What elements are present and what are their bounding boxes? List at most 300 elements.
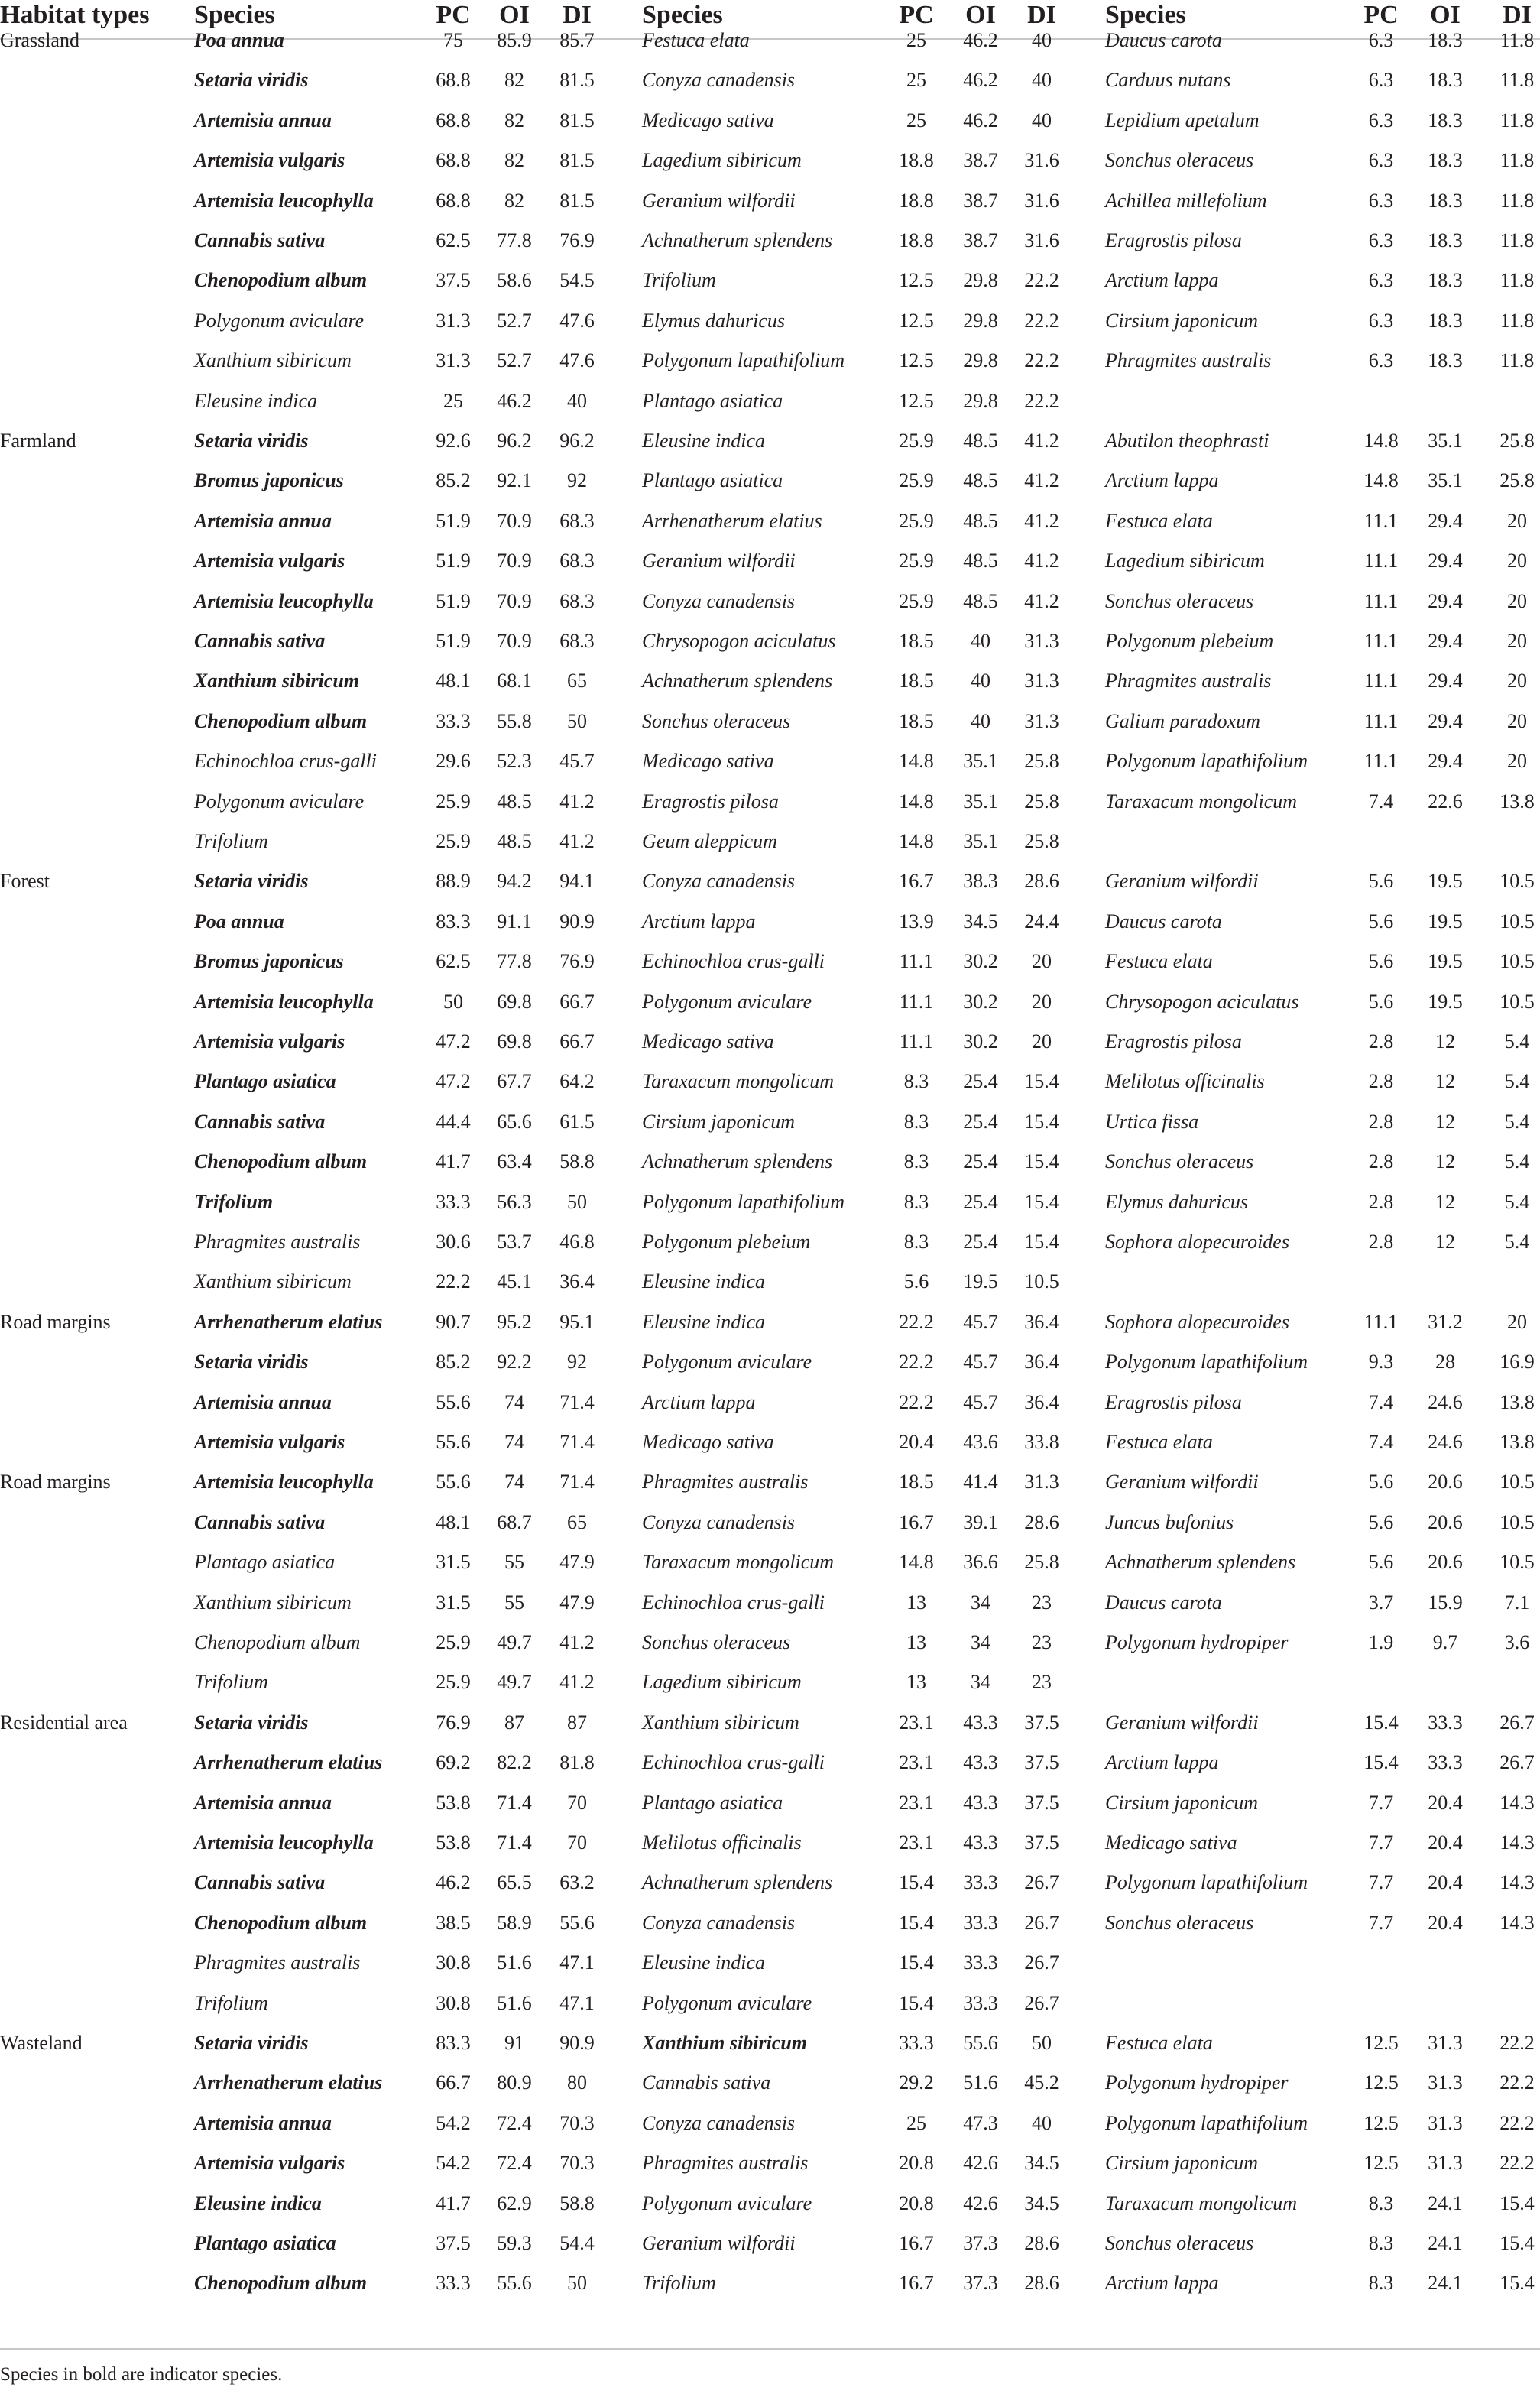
di-value: 41.2 [1024,430,1059,452]
pc-value: 30.8 [436,1991,471,2014]
di-value: 11.8 [1499,69,1535,92]
species-name: Conyza canadensis [642,589,796,612]
oi-value: 35.1 [1428,469,1463,492]
oi-value: 29.4 [1428,670,1463,693]
oi-value: 25.4 [963,1070,998,1093]
di-value: 40 [1032,29,1052,51]
oi-value: 35.1 [963,830,998,852]
pc-value: 13 [906,1631,926,1653]
species-name: Xanthium sibiricum [194,1270,352,1293]
table-row [0,1062,1540,1101]
species-name: Abutilon theophrasti [1105,430,1269,452]
pc-value: 12.5 [899,349,934,372]
species-name: Sonchus oleraceus [1105,2232,1254,2254]
pc-value: 8.3 [1368,2232,1394,2254]
pc-value: 68.8 [436,109,471,131]
oi-value: 29.4 [1428,630,1463,652]
pc-value: 8.3 [903,1070,929,1093]
pc-value: 85.2 [436,469,471,492]
species-name: Chenopodium album [194,1150,368,1173]
di-value: 80 [567,2071,587,2094]
oi-value: 49.7 [497,1631,532,1653]
table-row [0,1703,1540,1743]
pc-value: 7.7 [1368,1911,1394,1934]
oi-value: 48.5 [963,509,998,532]
oi-value: 35.1 [1428,430,1463,452]
pc-value: 3.7 [1368,1591,1394,1614]
pc-value: 12.5 [899,389,934,412]
di-value: 20 [1507,589,1527,612]
oi-value: 47.3 [963,2111,998,2134]
habitat-label: Road margins [0,1471,111,1494]
pc-value: 5.6 [1368,1510,1394,1533]
species-name: Chenopodium album [194,1911,368,1934]
species-name: Polygonum aviculare [642,990,812,1013]
species-name: Medicago sativa [1105,1831,1237,1854]
di-value: 13.8 [1499,1390,1535,1413]
species-name: Plantago asiatica [642,1791,783,1814]
header-pc-3: PC [1363,1,1399,29]
oi-value: 70.9 [497,550,532,573]
oi-value: 35.1 [963,750,998,773]
di-value: 25.8 [1499,430,1535,452]
di-value: 25.8 [1499,469,1535,492]
oi-value: 49.7 [497,1671,532,1694]
pc-value: 44.4 [436,1110,471,1133]
oi-value: 52.7 [497,349,532,372]
pc-value: 11.1 [899,950,934,973]
species-name: Cirsium japonicum [1105,1791,1259,1814]
species-name: Geranium wilfordii [1105,1471,1259,1494]
species-name: Setaria viridis [194,1711,309,1734]
species-name: Artemisia vulgaris [194,2152,345,2175]
pc-value: 12.5 [899,269,934,292]
oi-value: 37.3 [963,2272,998,2295]
oi-value: 29.8 [963,269,998,292]
oi-value: 29.4 [1428,750,1463,773]
table-row [0,1302,1540,1342]
oi-value: 77.8 [497,950,532,973]
di-value: 28.6 [1024,870,1059,893]
oi-value: 45.1 [497,1270,532,1293]
species-name: Lagedium sibiricum [642,149,802,172]
species-name: Phragmites australis [642,1471,809,1494]
oi-value: 20.4 [1428,1831,1463,1854]
pc-value: 55.6 [436,1471,471,1494]
pc-value: 5.6 [1368,1471,1394,1494]
species-name: Xanthium sibiricum [642,2032,808,2054]
pc-value: 54.2 [436,2152,471,2175]
di-value: 5.4 [1504,1231,1530,1253]
oi-value: 33.3 [1428,1711,1463,1734]
di-value: 11.8 [1499,309,1535,332]
di-value: 36.4 [1024,1390,1059,1413]
species-name: Phragmites australis [194,1231,361,1253]
header-oi-1: OI [499,1,530,29]
pc-value: 15.4 [1363,1711,1399,1734]
di-value: 40 [567,389,587,412]
di-value: 26.7 [1499,1751,1535,1774]
oi-value: 20.6 [1428,1551,1463,1574]
pc-value: 6.3 [1368,269,1394,292]
oi-value: 72.4 [497,2152,532,2175]
species-name: Poa annua [194,910,284,933]
di-value: 95.1 [559,1310,595,1333]
species-name: Phragmites australis [642,2152,809,2175]
habitat-label: Wasteland [0,2032,83,2054]
pc-value: 18.5 [899,709,934,732]
pc-value: 11.1 [1363,1310,1399,1333]
oi-value: 48.5 [497,790,532,813]
table-row [0,1743,1540,1783]
header-pc-2: PC [899,1,934,29]
pc-value: 16.7 [899,870,934,893]
species-name: Eleusine indica [642,1270,766,1293]
pc-value: 6.3 [1368,349,1394,372]
oi-value: 45.7 [963,1390,998,1413]
pc-value: 46.2 [436,1871,471,1894]
species-name: Echinochloa crus-galli [642,950,825,973]
species-name: Cannabis sativa [642,2071,771,2094]
species-name: Xanthium sibiricum [194,1591,352,1614]
oi-value: 19.5 [1428,990,1463,1013]
pc-value: 29.2 [899,2071,934,2094]
pc-value: 85.2 [436,1351,471,1374]
pc-value: 25.9 [899,589,934,612]
table-row [0,1422,1540,1462]
di-value: 11.8 [1499,229,1535,251]
table-row [0,822,1540,861]
di-value: 25.8 [1024,830,1059,852]
species-name: Melilotus officinalis [642,1831,802,1854]
species-name: Chenopodium album [194,1631,361,1653]
oi-value: 34 [971,1591,990,1614]
oi-value: 55 [504,1591,524,1614]
di-value: 20 [1507,550,1527,573]
pc-value: 55.6 [436,1390,471,1413]
pc-value: 11.1 [1363,589,1399,612]
pc-value: 14.8 [899,1551,934,1574]
pc-value: 16.7 [899,2272,934,2295]
pc-value: 31.5 [436,1591,471,1614]
header-species-3: Species [1105,1,1186,29]
species-name: Polygonum lapathifolium [1105,2111,1308,2134]
species-name: Achnatherum splendens [642,1150,833,1173]
oi-value: 29.8 [963,309,998,332]
di-value: 22.2 [1499,2111,1535,2134]
species-name: Taraxacum mongolicum [1105,790,1298,813]
di-value: 40 [1032,2111,1052,2134]
species-name: Geranium wilfordii [1105,870,1259,893]
oi-value: 40 [971,630,990,652]
di-value: 66.7 [559,1030,595,1053]
species-name: Festuca elata [1105,1431,1213,1453]
oi-value: 65.6 [497,1110,532,1133]
oi-value: 12 [1435,1030,1455,1053]
oi-value: 30.2 [963,950,998,973]
pc-value: 23.1 [899,1711,934,1734]
table-row [0,582,1540,621]
species-name: Cirsium japonicum [1105,2152,1259,2175]
oi-value: 18.3 [1428,269,1463,292]
di-value: 71.4 [559,1431,595,1453]
species-name: Conyza canadensis [642,1911,796,1934]
oi-value: 39.1 [963,1510,998,1533]
species-name: Artemisia annua [194,2111,332,2134]
di-value: 47.6 [559,349,595,372]
pc-value: 15.4 [899,1871,934,1894]
species-name: Conyza canadensis [642,1510,796,1533]
pc-value: 15.4 [899,1951,934,1974]
table-row [0,1984,1540,2023]
oi-value: 71.4 [497,1791,532,1814]
oi-value: 12 [1435,1190,1455,1213]
pc-value: 16.7 [899,2232,934,2254]
habitat-label: Forest [0,870,50,893]
species-name: Artemisia annua [194,1791,332,1814]
oi-value: 25.4 [963,1231,998,1253]
species-name: Xanthium sibiricum [194,670,360,693]
header-di-3: DI [1503,1,1532,29]
oi-value: 35.1 [963,790,998,813]
species-name: Achnatherum splendens [642,229,833,251]
di-value: 68.3 [559,630,595,652]
oi-value: 72.4 [497,2111,532,2134]
pc-value: 69.2 [436,1751,471,1774]
oi-value: 30.2 [963,990,998,1013]
oi-value: 24.1 [1428,2232,1463,2254]
species-name: Eleusine indica [642,1951,766,1974]
species-name: Conyza canadensis [642,2111,796,2134]
oi-value: 69.8 [497,1030,532,1053]
pc-value: 6.3 [1368,109,1394,131]
oi-value: 9.7 [1432,1631,1458,1653]
di-value: 15.4 [1024,1231,1059,1253]
pc-value: 47.2 [436,1070,471,1093]
pc-value: 11.1 [1363,670,1399,693]
species-name: Medicago sativa [642,109,774,131]
di-value: 31.6 [1024,229,1059,251]
species-name: Urtica fissa [1105,1110,1199,1133]
di-value: 10.5 [1499,870,1535,893]
di-value: 58.8 [559,2191,595,2214]
species-name: Arctium lappa [642,1390,756,1413]
di-value: 81.5 [559,149,595,172]
species-name: Arrhenatherum elatius [642,509,822,532]
pc-value: 51.9 [436,630,471,652]
oi-value: 70.9 [497,509,532,532]
di-value: 47.6 [559,309,595,332]
species-name: Bromus japonicus [194,469,344,492]
di-value: 5.4 [1504,1070,1530,1093]
pc-value: 90.7 [436,1310,471,1333]
pc-value: 6.3 [1368,229,1394,251]
pc-value: 2.8 [1368,1150,1394,1173]
di-value: 13.8 [1499,1431,1535,1453]
oi-value: 82 [504,109,524,131]
pc-value: 33.3 [436,1190,471,1213]
di-value: 20 [1507,509,1527,532]
di-value: 16.9 [1499,1351,1535,1374]
oi-value: 45.7 [963,1310,998,1333]
pc-value: 5.6 [1368,870,1394,893]
species-name: Chenopodium album [194,2272,368,2295]
pc-value: 15.4 [899,1991,934,2014]
di-value: 70 [567,1791,587,1814]
pc-value: 92.6 [436,430,471,452]
species-name: Artemisia annua [194,509,332,532]
header-oi-3: OI [1430,1,1461,29]
oi-value: 62.9 [497,2191,532,2214]
di-value: 23 [1032,1631,1052,1653]
oi-value: 25.4 [963,1190,998,1213]
pc-value: 23.1 [899,1831,934,1854]
pc-value: 14.8 [899,750,934,773]
oi-value: 92.2 [497,1351,532,1374]
pc-value: 22.2 [899,1351,934,1374]
di-value: 36.4 [1024,1351,1059,1374]
oi-value: 33.3 [963,1951,998,1974]
pc-value: 5.6 [903,1270,929,1293]
pc-value: 25 [906,109,926,131]
table-row [0,2263,1540,2303]
species-name: Achnatherum splendens [1105,1551,1296,1574]
di-value: 65 [567,1510,587,1533]
oi-value: 40 [971,670,990,693]
di-value: 25.8 [1024,1551,1059,1574]
di-value: 10.5 [1499,950,1535,973]
oi-value: 82 [504,189,524,212]
pc-value: 8.3 [903,1150,929,1173]
di-value: 45.2 [1024,2071,1059,2094]
oi-value: 19.5 [1428,910,1463,933]
table-row [0,341,1540,381]
pc-value: 14.8 [1363,469,1399,492]
oi-value: 77.8 [497,229,532,251]
species-name: Echinochloa crus-galli [194,750,378,773]
di-value: 20 [1032,990,1052,1013]
di-value: 85.7 [559,29,595,51]
oi-value: 22.6 [1428,790,1463,813]
di-value: 94.1 [559,870,595,893]
di-value: 31.3 [1024,709,1059,732]
oi-value: 96.2 [497,430,532,452]
oi-value: 25.4 [963,1110,998,1133]
oi-value: 38.7 [963,149,998,172]
pc-value: 88.9 [436,870,471,893]
table-footnote: Species in bold are indicator species. [0,2364,283,2385]
pc-value: 23.1 [899,1751,934,1774]
oi-value: 29.8 [963,389,998,412]
species-name: Trifolium [642,269,716,292]
oi-value: 12 [1435,1070,1455,1093]
species-name: Cannabis sativa [194,1110,326,1133]
di-value: 68.3 [559,509,595,532]
pc-value: 11.1 [1363,709,1399,732]
table-bottom-rule [0,2348,1540,2350]
species-name: Polygonum hydropiper [1105,2071,1289,2094]
pc-value: 16.7 [899,1510,934,1533]
pc-value: 12.5 [1363,2152,1399,2175]
pc-value: 22.2 [899,1310,934,1333]
oi-value: 33.3 [963,1871,998,1894]
oi-value: 69.8 [497,990,532,1013]
di-value: 31.3 [1024,630,1059,652]
oi-value: 55.6 [497,2272,532,2295]
oi-value: 29.4 [1428,709,1463,732]
oi-value: 30.2 [963,1030,998,1053]
species-name: Elymus dahuricus [1105,1190,1249,1213]
di-value: 22.2 [1499,2152,1535,2175]
table-row [0,381,1540,421]
species-name: Festuca elata [1105,950,1213,973]
table-row [0,1503,1540,1542]
oi-value: 45.7 [963,1351,998,1374]
di-value: 41.2 [1024,550,1059,573]
oi-value: 31.3 [1428,2152,1463,2175]
species-name: Sonchus oleraceus [1105,149,1254,172]
oi-value: 38.7 [963,229,998,251]
pc-value: 55.6 [436,1431,471,1453]
species-name: Cannabis sativa [194,229,326,251]
di-value: 3.6 [1504,1631,1530,1653]
pc-value: 8.3 [903,1190,929,1213]
species-name: Trifolium [194,1190,274,1213]
species-name: Polygonum lapathifolium [1105,1351,1308,1374]
species-name: Carduus nutans [1105,69,1231,92]
species-name: Juncus bufonius [1105,1510,1234,1533]
species-name: Polygonum hydropiper [1105,1631,1289,1653]
table-row [0,1142,1540,1182]
oi-value: 95.2 [497,1310,532,1333]
table-row [0,1583,1540,1623]
habitat-label: Grassland [0,29,79,51]
species-name: Artemisia leucophylla [194,189,374,212]
pc-value: 8.3 [1368,2272,1394,2295]
di-value: 31.6 [1024,149,1059,172]
species-name: Polygonum aviculare [194,790,365,813]
pc-value: 37.5 [436,269,471,292]
di-value: 26.7 [1024,1911,1059,1934]
oi-value: 15.9 [1428,1591,1463,1614]
species-name: Setaria viridis [194,1351,309,1374]
species-name: Chenopodium album [194,269,368,292]
species-name: Artemisia vulgaris [194,149,345,172]
pc-value: 68.8 [436,149,471,172]
species-name: Achnatherum splendens [642,670,833,693]
pc-value: 18.5 [899,630,934,652]
oi-value: 56.3 [497,1190,532,1213]
di-value: 37.5 [1024,1751,1059,1774]
species-name: Eleusine indica [194,389,318,412]
oi-value: 70.9 [497,589,532,612]
oi-value: 82.2 [497,1751,532,1774]
table-row [0,1623,1540,1662]
di-value: 10.5 [1499,1471,1535,1494]
oi-value: 91.1 [497,910,532,933]
oi-value: 80.9 [497,2071,532,2094]
pc-value: 25.9 [899,430,934,452]
di-value: 37.5 [1024,1791,1059,1814]
di-value: 66.7 [559,990,595,1013]
pc-value: 9.3 [1368,1351,1394,1374]
di-value: 11.8 [1499,109,1535,131]
di-value: 37.5 [1024,1831,1059,1854]
species-name: Artemisia leucophylla [194,1471,374,1494]
pc-value: 11.1 [1363,509,1399,532]
oi-value: 31.3 [1428,2111,1463,2134]
oi-value: 52.3 [497,750,532,773]
